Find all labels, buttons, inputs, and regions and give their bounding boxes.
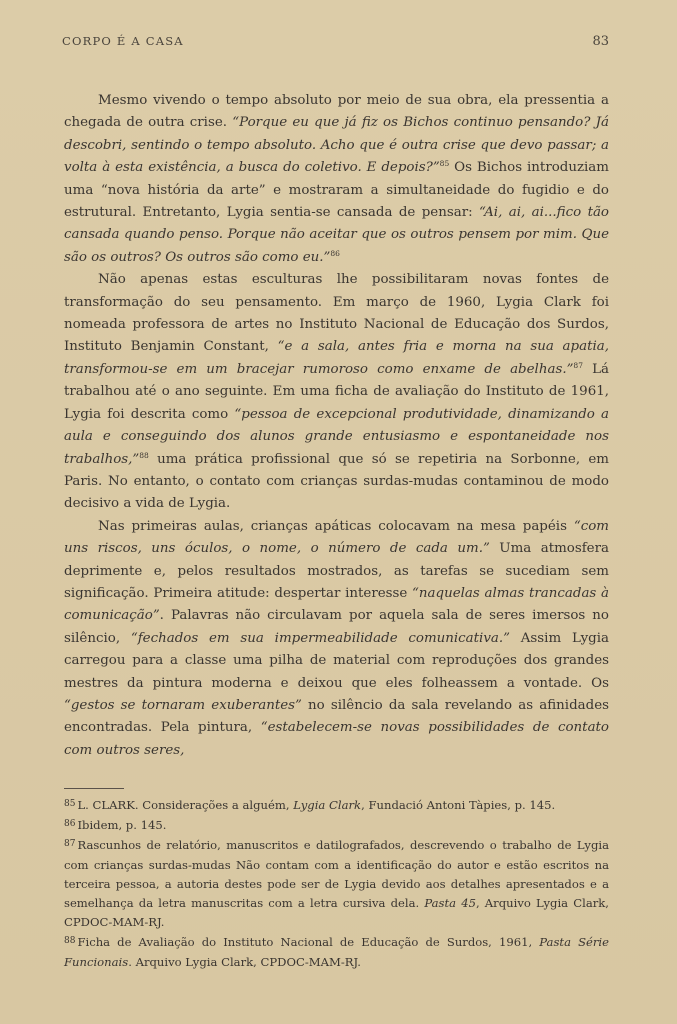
footnote-ref: 88 xyxy=(139,450,149,460)
quote-run: “pessoa de excepcional produtividade, dinamizando a aula e conseguindo dos alunos grande entusiasmo e espontaneidade nos trabalhos,” xyxy=(64,406,610,467)
footnote-number: 87 xyxy=(64,839,76,850)
text-run: no silêncio da sala revelando as afinidades encontradas. Pela pintura, xyxy=(64,697,609,736)
paragraph-1 xyxy=(64,90,609,269)
text-run: Nas primeiras aulas, crianças apáticas colocavam na mesa papéis xyxy=(98,518,574,534)
footnote-italic: Pasta Série Funcionais xyxy=(64,935,609,969)
footnote-divider xyxy=(64,788,124,789)
text-run: uma prática profissional que só se repetiria na Sorbonne, em Paris. No entanto, o contato com crianças surdas-mudas contaminou de modo decisivo a vida de Lygia. xyxy=(64,451,609,512)
footnote-text: L. CLARK. Considerações a alguém, xyxy=(77,798,294,812)
quote-run: “e a sala, antes fria e morna na sua apatia, transformou-se em um bracejar rumoroso como enxame de abelhas.” xyxy=(64,339,609,377)
text-run: Assim Lygia carregou para a classe uma pilha de material com reproduções dos grandes mestres da pintura moderna e deixou que eles folheassem a vontade. Os xyxy=(64,630,610,691)
text-run: Não apenas estas esculturas lhe possibilitaram novas fontes de transformação do seu pensamento. Em março de 1960, Lygia Clark foi nomeada professora de artes no Instituto Nacional de Educação dos Surdos, Instituto Benjamin Constant, xyxy=(64,272,609,355)
text-run: . Palavras não circulavam por aquela sala de seres imersos no silêncio, xyxy=(64,608,609,646)
quote-run: “naquelas almas trancadas à comunicação” xyxy=(64,585,609,624)
paragraph-2 xyxy=(64,269,609,515)
paragraph-3 xyxy=(64,516,609,762)
footnote-85 xyxy=(64,795,609,815)
footnote-86 xyxy=(64,815,609,835)
running-header xyxy=(62,34,609,49)
footnote-number: 88 xyxy=(64,936,76,947)
footnote-italic: Lygia Clark xyxy=(293,798,362,812)
footnotes xyxy=(64,795,609,972)
footnote-number: 86 xyxy=(64,819,76,830)
quote-run: “com uns riscos, uns óculos, o nome, o número de cada um.” xyxy=(64,518,609,557)
footnote-ref: 85 xyxy=(439,159,450,169)
text-run: Os Bichos introduziam uma “nova história da arte” e mostraram a simultaneidade do fugidio e do estrutural. Entretanto, Lygia sentia-se cansada de pensar: xyxy=(64,160,609,221)
footnote-number: 85 xyxy=(64,799,76,809)
footnote-text: Rascunhos de relatório, manuscritos e datilografados, descrevendo o trabalho de Lygia com crianças surdas-mudas Não contam com a identificação do autor e estão escritos na terceira pessoa, a autoria destes pode ser de Lygia devido aos detalhes apresentados e a semelhança da letra manuscritas com a letra cursiva dela. xyxy=(64,838,609,911)
footnote-text: , Arquivo Lygia Clark, CPDOC-MAM-RJ. xyxy=(64,896,609,930)
text-run: Lá trabalhou até o ano seguinte. Em uma ficha de avaliação do Instituto de 1961, Lygia foi descrita como xyxy=(64,361,609,422)
text-run: Uma atmosfera deprimente e, pelos resultados mostrados, as tarefas se sucediam sem significação. Primeira atitude: despertar interesse xyxy=(64,541,609,601)
footnote-ref: 87 xyxy=(573,360,583,370)
quote-run: “Porque eu que já fiz os Bichos continuo pensando? Já descobri, sentindo o tempo absoluto. Acho que é outra crise que devo passar; a volta à esta existência, a busca do coletivo. E depois?” xyxy=(64,115,609,176)
quote-run: “estabelecem-se novas possibilidades de contato com outros seres, xyxy=(64,720,609,758)
body-text xyxy=(64,90,609,762)
footnote-87 xyxy=(64,835,609,932)
footnote-text: . Arquivo Lygia Clark, CPDOC-MAM-RJ. xyxy=(128,954,361,969)
text-run: Mesmo vivendo o tempo absoluto por meio de sua obra, ela pressentia a chegada de outra crise. xyxy=(64,93,609,131)
footnote-italic: Pasta 45 xyxy=(424,896,476,911)
quote-run: “fechados em sua impermeabilidade comunicativa.” xyxy=(130,630,510,646)
footnote-text: , Fundació Antoni Tàpies, p. 145. xyxy=(361,798,556,812)
footnote-88 xyxy=(64,932,609,971)
footnote-text: Ficha de Avaliação do Instituto Nacional de Educação de Surdos, 1961, xyxy=(77,935,540,950)
quote-run: “gestos se tornaram exuberantes” xyxy=(64,697,302,713)
quote-run: “Ai, ai, ai...fico tão cansada quando penso. Porque não aceitar que os outros pensem por mim. Que são os outros? Os outros são como eu.” xyxy=(64,205,609,265)
footnote-ref: 86 xyxy=(330,248,340,258)
footnote-text: Ibidem, p. 145. xyxy=(77,818,167,833)
running-title: CORPO É A CASA xyxy=(62,34,184,48)
page-number: 83 xyxy=(592,34,609,49)
